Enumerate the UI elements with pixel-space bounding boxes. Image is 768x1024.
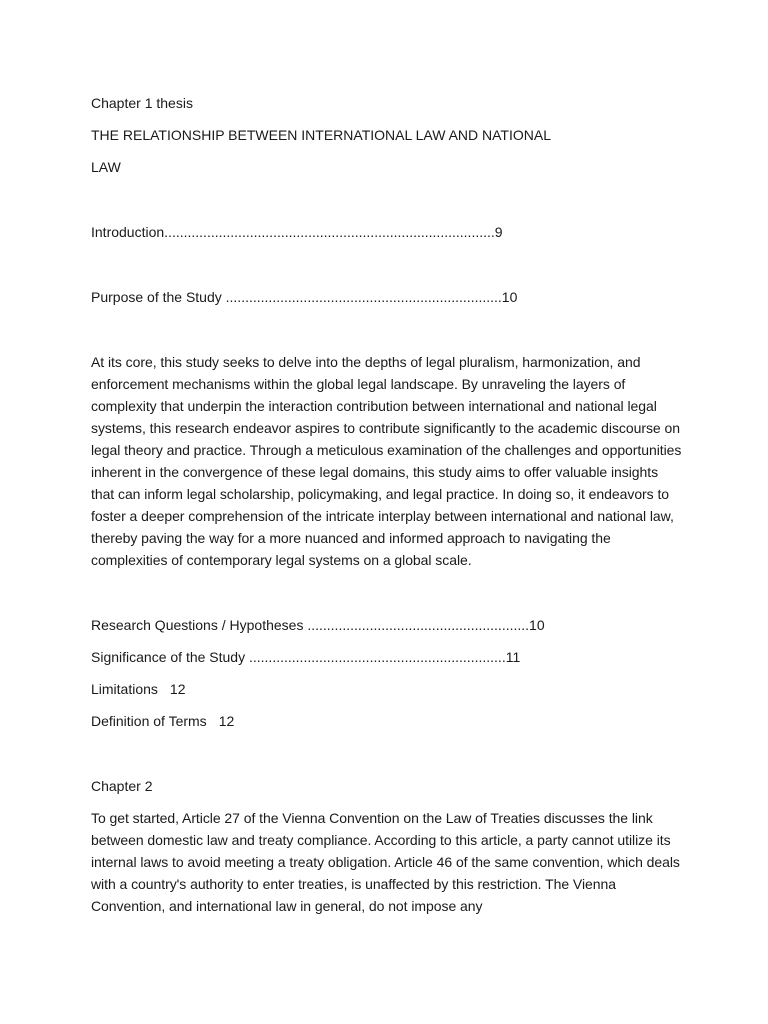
toc-definitions-label: Definition of Terms bbox=[91, 713, 207, 729]
document-body bbox=[91, 92, 683, 917]
toc-introduction: Introduction.....................................................................................9 bbox=[91, 224, 503, 240]
toc-definitions-page: 12 bbox=[218, 713, 235, 729]
toc-research-questions: Research Questions / Hypotheses .........................................................10 bbox=[91, 617, 545, 633]
chapter-2-label: Chapter 2 bbox=[91, 778, 153, 794]
purpose-paragraph: At its core, this study seeks to delve into the depths of legal pluralism, harmonization, and enforcement mechanisms within the global legal landscape. By unraveling the layers of complexity that underpin the interaction contribution between international and national legal systems, this research endeavor aspires to contribute significantly to the academic discourse on legal theory and practice. Through a meticulous examination of the challenges and opportunities inherent in the convergence of these legal domains, this study aims to offer valuable insights that can inform legal scholarship, policymaking, and legal practice. In doing so, it endeavors to foster a deeper comprehension of the intricate interplay between international and national law, thereby paving the way for a more nuanced and informed approach to navigating the complexities of contemporary legal systems on a global scale. bbox=[91, 354, 682, 568]
toc-purpose-of-study: Purpose of the Study .......................................................................10 bbox=[91, 289, 518, 305]
toc-limitations-label: Limitations bbox=[91, 681, 158, 697]
chapter-2-paragraph: To get started, Article 27 of the Vienna Convention on the Law of Treaties discusses the link between domestic law and treaty compliance. According to this article, a party cannot utilize its internal laws to avoid meeting a treaty obligation. Article 46 of the same convention, which deals with a country's authority to enter treaties, is unaffected by this restriction. The Vienna Convention, and international law in general, do not impose any bbox=[91, 810, 680, 914]
toc-definitions bbox=[91, 710, 683, 732]
toc-limitations bbox=[91, 678, 683, 700]
chapter-1-label: Chapter 1 thesis bbox=[91, 95, 193, 111]
thesis-title-line-1: THE RELATIONSHIP BETWEEN INTERNATIONAL LAW AND NATIONAL bbox=[91, 127, 551, 143]
toc-limitations-page: 12 bbox=[169, 681, 186, 697]
thesis-title-line-2: LAW bbox=[91, 159, 121, 175]
toc-significance: Significance of the Study ..................................................................11 bbox=[91, 649, 521, 665]
